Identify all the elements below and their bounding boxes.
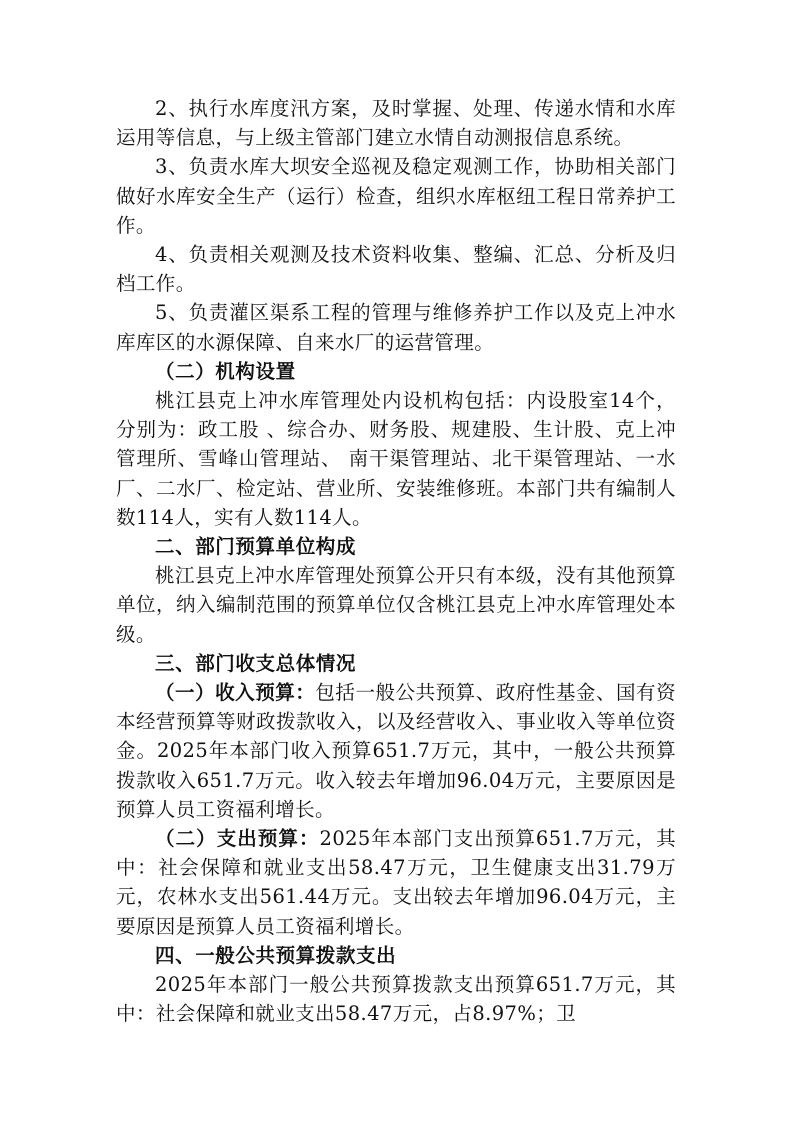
section-heading-organization: （二）机构设置 bbox=[155, 359, 296, 383]
duty-item-3: 3、负责水库大坝安全巡视及稳定观测工作，协助相关部门做好水库安全生产（运行）检查，组织水库枢纽工程日常养护工作。 bbox=[116, 155, 676, 237]
section-heading-budget-units: 二、部门预算单位构成 bbox=[155, 535, 357, 559]
expenditure-budget-lead: （二）支出预算： bbox=[155, 827, 320, 851]
duty-item-2: 2、执行水库度汛方案，及时掌握、处理、传递水情和水库运用等信息，与上级主管部门建立水情自动测报信息系统。 bbox=[116, 97, 676, 150]
budget-units-paragraph: 桃江县克上冲水库管理处预算公开只有本级，没有其他预算单位，纳入编制范围的预算单位仅含桃江县克上冲水库管理处本级。 bbox=[116, 564, 676, 646]
section-heading-revenue-expenditure: 三、部门收支总体情况 bbox=[155, 651, 357, 675]
organization-paragraph: 桃江县克上冲水库管理处内设机构包括：内设股室14个，分别为：政工股 、综合办、财务股、规建股、生计股、克上冲管理所、雪峰山管理站、 南干渠管理站、北干渠管理站、一水厂、二水厂、检定站、营业所、安装维修班。本部门共有编制人数114人，实有人数114人。 bbox=[116, 389, 676, 529]
general-budget-paragraph: 2025年本部门一般公共预算拨款支出预算651.7万元，其中：社会保障和就业支出58.47万元，占8.97%；卫 bbox=[116, 973, 676, 1026]
duty-item-4: 4、负责相关观测及技术资料收集、整编、汇总、分析及归档工作。 bbox=[116, 243, 676, 296]
duty-item-5: 5、负责灌区渠系工程的管理与维修养护工作以及克上冲水库库区的水源保障、自来水厂的运营管理。 bbox=[116, 301, 676, 354]
expenditure-budget-text: 2025年本部门支出预算651.7万元，其中：社会保障和就业支出58.47万元，卫生健康支出31.79万元，农林水支出561.44万元。支出较去年增加96.04万元，主要原因是预算人员工资福利增长。 bbox=[116, 827, 676, 938]
revenue-budget-lead: （一）收入预算： bbox=[155, 681, 316, 705]
revenue-budget-paragraph bbox=[116, 678, 676, 824]
document-page bbox=[116, 94, 676, 1029]
expenditure-budget-paragraph bbox=[116, 824, 676, 941]
section-heading-general-budget: 四、一般公共预算拨款支出 bbox=[155, 943, 397, 967]
revenue-budget-text: 包括一般公共预算、政府性基金、国有资本经营预算等财政拨款收入，以及经营收入、事业收入等单位资金。2025年本部门收入预算651.7万元，其中，一般公共预算拨款收入651.7万元。收入较去年增加96.04万元，主要原因是预算人员工资福利增长。 bbox=[116, 681, 677, 821]
